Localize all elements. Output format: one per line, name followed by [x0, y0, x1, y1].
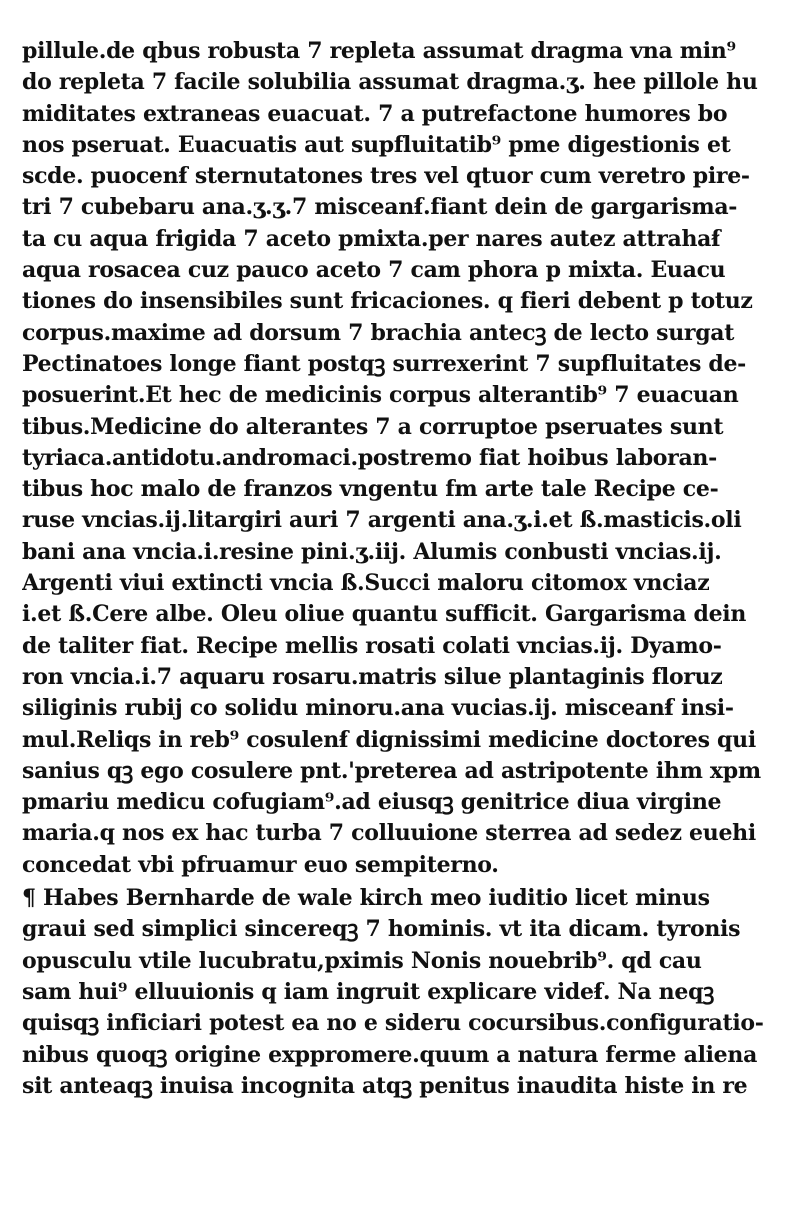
text-line: posuerint.Et hec de medicinis corpus alterantib⁹ 7 euacuan — [22, 382, 739, 409]
text-line: mul.Reliqs in reb⁹ cosulenẜ dignissimi medicine doctores qui — [22, 726, 756, 753]
text-line: miditates extraneas euacuat. 7 a putrefactone humores bo — [22, 100, 728, 127]
text-line: scde. puocenẜ sternutatones tres vel qtuor cum veretro pire- — [22, 163, 750, 190]
text-line: ron vncia.i.7 aquaru rosaru.matris silue plantaginis floruz — [22, 663, 723, 690]
text-line: bani ana vncia.i.resine pini.ʒ.iij. Alumis conbusti vncias.ij. — [22, 538, 722, 565]
text-line: sam hui⁹ elluuionis q iam ingruit explicare videẜ. Na neqꝫ — [22, 978, 715, 1005]
text-line: do repleta 7 facile solubilia assumat dragma.ʒ. hee pillole hu — [22, 69, 758, 96]
text-line: tiones do insensibiles sunt fricaciones. q fieri debent p totuz — [22, 288, 753, 315]
text-line: concedat vbi pfruamur euo sempiterno. — [22, 851, 499, 878]
text-line: tibus.Medicine do alterantes 7 a corruptoe pseruates sunt — [22, 413, 724, 440]
text-line: Argenti viui extincti vncia ß.Succi maloru citomox vnciaz — [22, 570, 710, 597]
text-line: tibus hoc malo de franzos vngentu fm arte tale Recipe ce- — [22, 476, 719, 503]
text-line: siliginis rubij co solidu minoru.ana vucias.ij. misceanẜ insi- — [22, 695, 734, 722]
text-line: ta cu aqua frigida 7 aceto pmixta.per nares autez attrahaẜ — [22, 225, 721, 252]
text-line: graui sed simplici sincereqꝫ 7 hominis. vt ita dicam. tyronis — [22, 916, 741, 943]
text-line: aqua rosacea cuz pauco aceto 7 cam phora p mixta. Euacu — [22, 257, 726, 284]
text-line: sit anteaqꝫ inuisa incognita atqꝫ penitus inaudita histe in re — [22, 1072, 748, 1099]
text-line: ¶ Habes Bernharde de wale kirch meo iuditio licet minus — [22, 885, 710, 912]
text-line: corpus.maxime ad dorsum 7 brachia antecꝫ de lecto surgat — [22, 319, 735, 346]
text-line: ruse vncias.ij.litargiri auri 7 argenti ana.ʒ.i.et ß.masticis.oli — [22, 507, 742, 534]
text-line: tyriaca.antidotu.andromaci.postremo fiat hoibus laboran- — [22, 444, 717, 471]
text-line: opusculu vtile lucubratu,pximis Nonis nouebrib⁹. qd cau — [22, 947, 702, 974]
text-line: i.et ß.Cere albe. Oleu oliue quantu sufficit. Gargarisma dein — [22, 601, 747, 628]
text-line: Pectinatoes longe fiant postqꝫ surrexerint 7 supfluitates de- — [22, 350, 747, 377]
text-line: tri 7 cubebaru ana.ʒ.ʒ.7 misceanẜ.fiant dein de gargarisma- — [22, 194, 738, 221]
text-line: nos pseruat. Euacuatis aut supfluitatib⁹ pme digestionis et — [22, 131, 731, 158]
text-line: maria.q nos ex hac turba 7 colluuione sterrea ad sedez euehi — [22, 820, 756, 847]
text-line: de taliter fiat. Recipe mellis rosati colati vncias.ij. Dyamo- — [22, 632, 722, 659]
text-line: pillule.de qbus robusta 7 repleta assumat dragma vna min⁹ — [22, 38, 736, 64]
text-line: sanius qꝫ ego cosulere pnt.'preterea ad astripotente ihm xpm — [22, 757, 761, 784]
body-text — [22, 36, 770, 1102]
text-line: pmariu medicu cofugiam⁹.ad eiusqꝫ genitrice diua virgine — [22, 789, 722, 816]
text-line: quisqꝫ inficiari potest ea no e sideru cocursibus.configuratio- — [22, 1010, 764, 1037]
text-line: nibus quoqꝫ origine exppromere.quum a natura ferme aliena — [22, 1041, 758, 1068]
